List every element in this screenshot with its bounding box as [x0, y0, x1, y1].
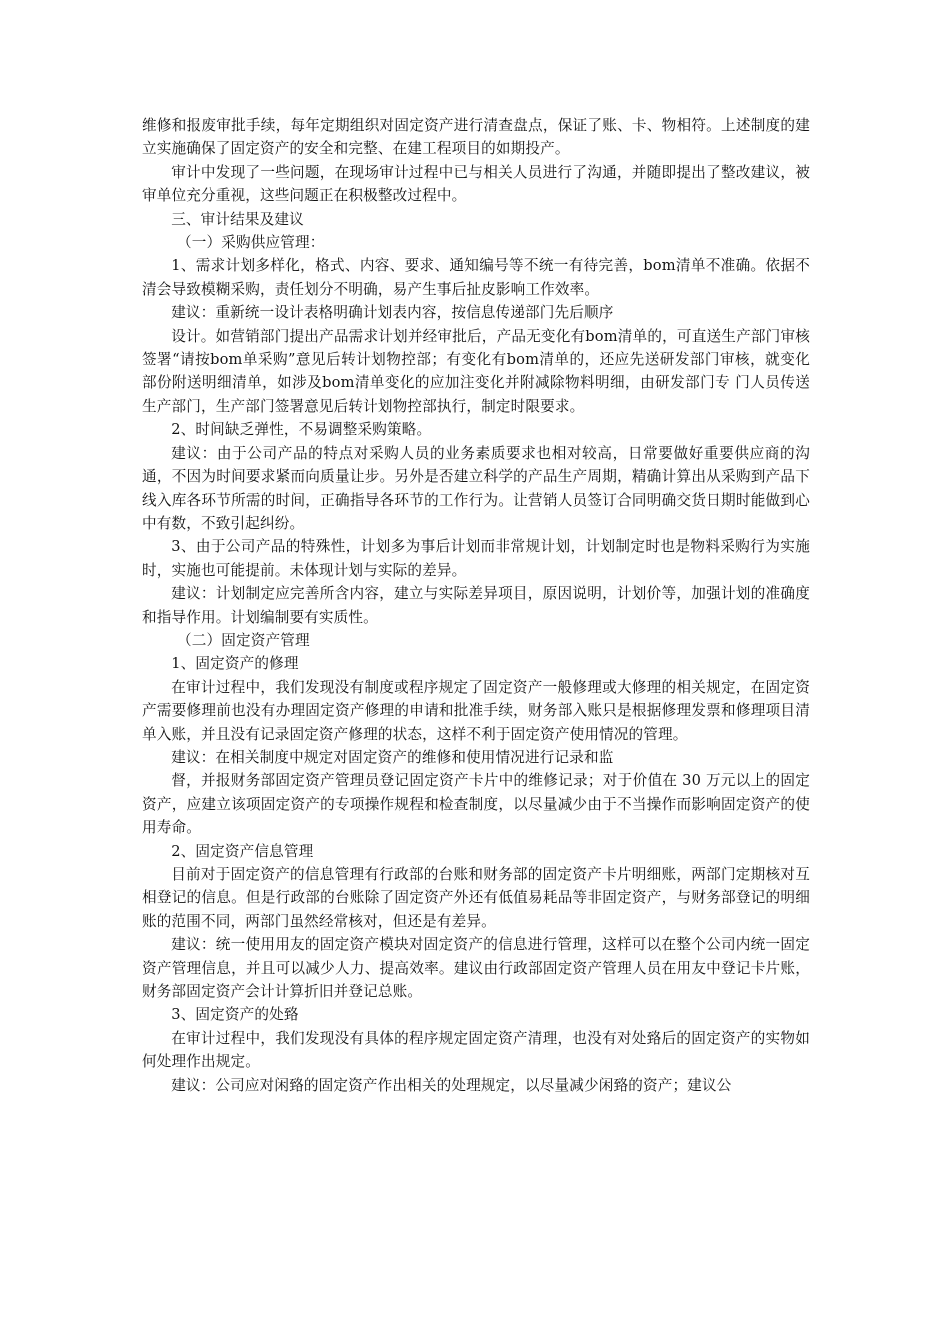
item-heading: 1、固定资产的修理 — [171, 655, 299, 673]
paragraph: 审计中发现了一些问题，在现场审计过程中已与相关人员进行了沟通，并随即提出了整改建议，被审单位充分重视，这些问题正在积极整改过程中。 — [142, 163, 810, 205]
paragraph: 设计。如营销部门提出产品需求计划并经审批后，产品无变化有bom清单的，可直送生产部门审核签署“请按bom单采购”意见后转计划物控部；有变化有bom清单的，还应先送研发部门审核，就变化部份附送明细清单，如涉及bom清单变化的应加注变化并附减除物料明细，由研发部门专 门人员传送生产部门，生产部门签署意见后转计划物控部执行，制定时限要求。 — [142, 327, 810, 415]
item-heading: 3、固定资产的处臵 — [171, 1006, 299, 1024]
section-heading: 三、审计结果及建议 — [171, 210, 304, 228]
subsection-heading: （二）固定资产管理 — [177, 631, 310, 649]
paragraph: 目前对于固定资产的信息管理有行政部的台账和财务部的固定资产卡片明细账，两部门定期核对互相登记的信息。但是行政部的台账除了固定资产外还有低值易耗品等非固定资产，与财务部登记的明细账的范围不同，两部门虽然经常核对，但还是有差异。 — [142, 866, 810, 930]
paragraph: 建议：统一使用用友的固定资产模块对固定资产的信息进行管理，这样可以在整个公司内统一固定资产管理信息，并且可以减少人力、提高效率。建议由行政部固定资产管理人员在用友中登记卡片账，财务部固定资产会计计算折旧并登记总账。 — [142, 936, 810, 1001]
paragraph: 1、需求计划多样化，格式、内容、要求、通知编号等不统一有待完善，bom清单不准确。依据不清会导致模糊采购，责任划分不明确，易产生事后扯皮影响工作效率。 — [142, 257, 810, 298]
paragraph: 建议：公司应对闲臵的固定资产作出相关的处理规定，以尽量减少闲臵的资产；建议公 — [171, 1076, 732, 1094]
document-body — [142, 114, 810, 1097]
item-heading: 2、固定资产信息管理 — [171, 842, 314, 860]
paragraph: 督，并报财务部固定资产管理员登记固定资产卡片中的维修记录；对于价值在 30 万元以上的固定资产，应建立该项固定资产的专项操作规程和检查制度，以尽量减少由于不当操作而影响固定资产的使用寿命。 — [142, 772, 810, 837]
paragraph: 建议：计划制定应完善所含内容，建立与实际差异项目，原因说明，计划价等，加强计划的准确度和指导作用。计划编制要有实质性。 — [142, 585, 810, 626]
item-heading: 2、时间缺乏弹性，不易调整采购策略。 — [171, 421, 432, 439]
paragraph: 3、由于公司产品的特殊性，计划多为事后计划而非常规计划，计划制定时也是物料采购行为实施时，实施也可能提前。未体现计划与实际的差异。 — [142, 538, 810, 579]
paragraph: 建议：由于公司产品的特点对采购人员的业务素质要求也相对较高，日常要做好重要供应商的沟通，不因为时间要求紧而向质量让步。另外是否建立科学的产品生产周期，精确计算出从采购到产品下线入库各环节所需的时间，正确指导各环节的工作行为。让营销人员签订合同明确交货日期时能做到心中有数，不致引起纠纷。 — [142, 444, 810, 532]
paragraph: 建议：在相关制度中规定对固定资产的维修和使用情况进行记录和监 — [171, 748, 614, 766]
paragraph: 在审计过程中，我们发现没有具体的程序规定固定资产清理，也没有对处臵后的固定资产的实物如何处理作出规定。 — [142, 1029, 810, 1071]
subsection-heading: （一）采购供应管理： — [177, 234, 325, 252]
paragraph: 维修和报废审批手续，每年定期组织对固定资产进行清查盘点，保证了账、卡、物相符。上述制度的建立实施确保了固定资产的安全和完整、在建工程项目的如期投产。 — [142, 117, 810, 158]
paragraph: 建议：重新统一设计表格明确计划表内容，按信息传递部门先后顺序 — [171, 304, 614, 322]
paragraph: 在审计过程中，我们发现没有制度或程序规定了固定资产一般修理或大修理的相关规定，在固定资产需要修理前也没有办理固定资产修理的申请和批准手续，财务部入账只是根据修理发票和修理项目清单入账，并且没有记录固定资产修理的状态，这样不利于固定资产使用情况的管理。 — [142, 678, 810, 743]
